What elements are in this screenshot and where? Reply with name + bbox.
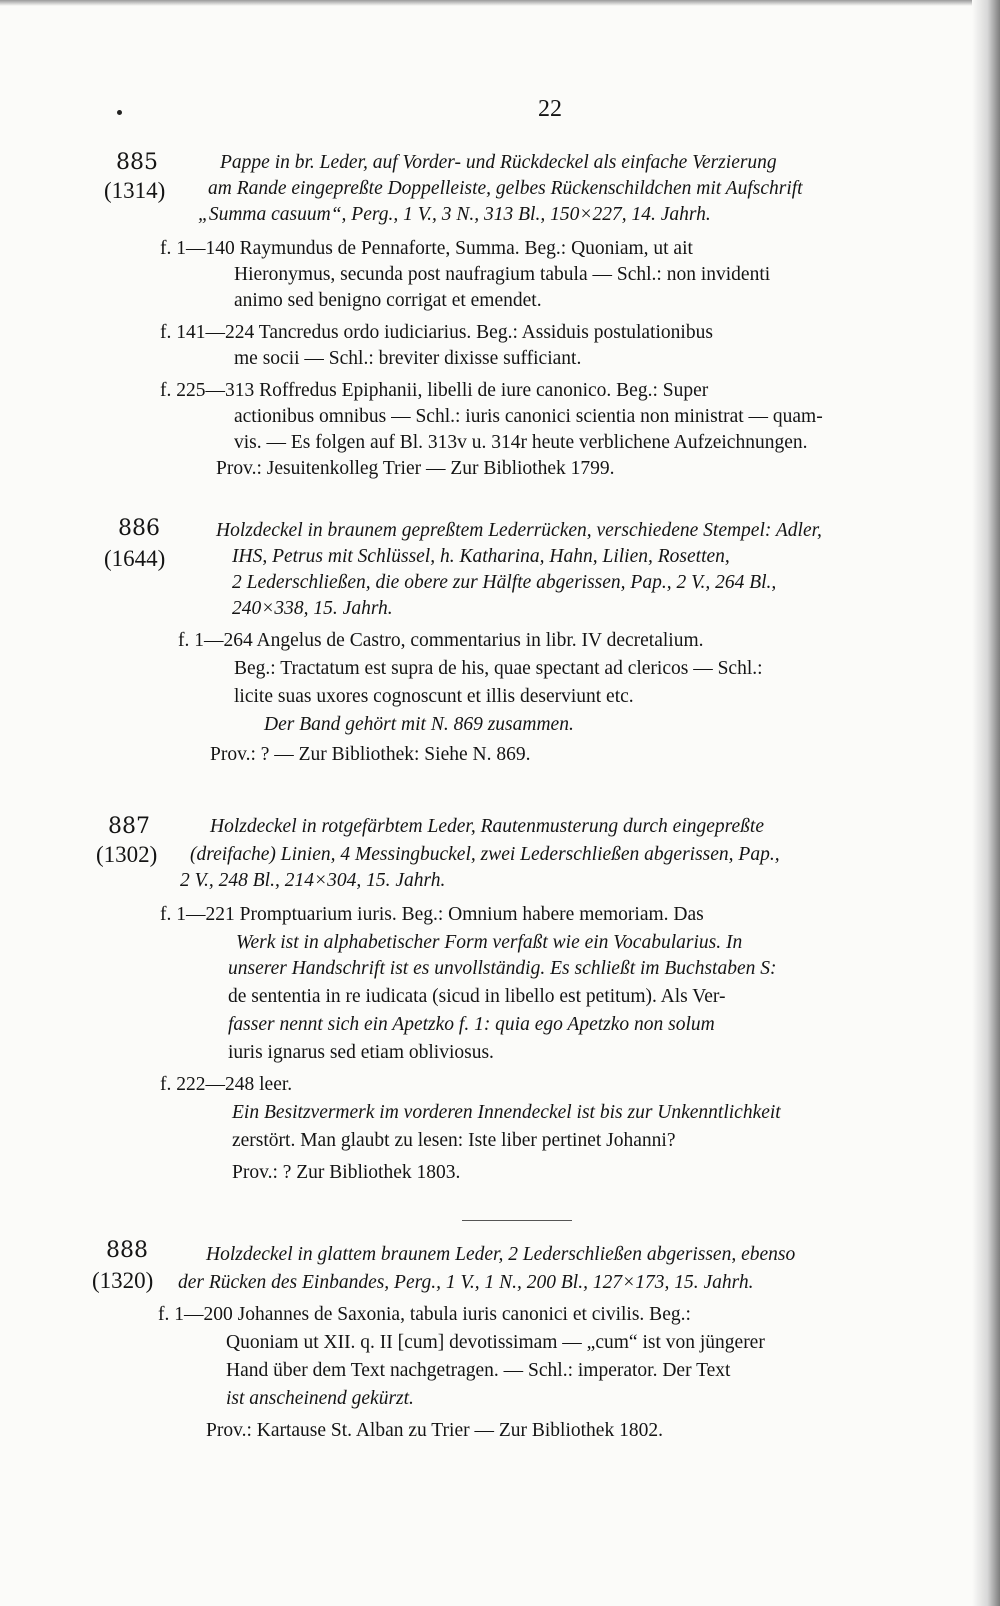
binding-description-line: 240×338, 15. Jahrh.	[232, 598, 393, 619]
entry-old-number: (1644)	[104, 546, 166, 571]
note-line: zerstört. Man glaubt zu lesen: Iste liber pertinet Johanni?	[232, 1130, 676, 1151]
binding-description-line: (dreifache) Linien, 4 Messingbuckel, zwei Lederschließen abgerissen, Pap.,	[190, 844, 780, 865]
scan-shadow-right	[972, 0, 1000, 1606]
binding-description-line: Holzdeckel in glattem braunem Leder, 2 Lederschließen abgerissen, ebenso	[206, 1244, 796, 1265]
content-line: fasser nennt sich ein Apetzko f. 1: quia ego Apetzko non solum	[228, 1014, 715, 1035]
entry-old-number: (1302)	[96, 842, 158, 867]
binding-description-line: IHS, Petrus mit Schlüssel, h. Katharina, Hahn, Lilien, Rosetten,	[232, 546, 730, 567]
entry-number: 885	[116, 150, 158, 175]
content-line: f. 222—248 leer.	[160, 1074, 293, 1095]
content-line: animo sed benigno corrigat et emendet.	[234, 290, 542, 311]
content-line: f. 1—264 Angelus de Castro, commentarius in libr. IV decretalium.	[178, 630, 704, 651]
entry-number: 887	[108, 814, 150, 839]
ink-speck	[117, 110, 122, 115]
provenance-line: Prov.: Kartause St. Alban zu Trier — Zur Bibliothek 1802.	[206, 1420, 663, 1441]
content-line: Hand über dem Text nachgetragen. — Schl.: imperator. Der Text	[226, 1360, 731, 1381]
content-line: f. 225—313 Roffredus Epiphanii, libelli de iure canonico. Beg.: Super	[160, 380, 709, 401]
content-line: Quoniam ut XII. q. II [cum] devotissimam — „cum“ ist von jüngerer	[226, 1332, 765, 1353]
content-line: Hieronymus, secunda post naufragium tabula — Schl.: non invidenti	[234, 264, 771, 285]
provenance-line: Prov.: ? Zur Bibliothek 1803.	[232, 1162, 461, 1183]
binding-description-line: 2 V., 248 Bl., 214×304, 15. Jahrh.	[180, 870, 446, 891]
content-line: licite suas uxores cognoscunt et illis deserviunt etc.	[234, 686, 634, 707]
binding-description-line: „Summa casuum“, Perg., 1 V., 3 N., 313 Bl., 150×227, 14. Jahrh.	[198, 204, 711, 225]
content-line: vis. — Es folgen auf Bl. 313v u. 314r heute verblichene Aufzeichnungen.	[234, 432, 808, 453]
entry-number: 886	[118, 516, 160, 541]
provenance-line: Prov.: Jesuitenkolleg Trier — Zur Bibliothek 1799.	[216, 458, 615, 479]
binding-description-line: 2 Lederschließen, die obere zur Hälfte abgerissen, Pap., 2 V., 264 Bl.,	[232, 572, 777, 593]
content-line: f. 1—140 Raymundus de Pennaforte, Summa. Beg.: Quoniam, ut ait	[160, 238, 693, 259]
content-line: f. 1—221 Promptuarium iuris. Beg.: Omnium habere memoriam. Das	[160, 904, 704, 925]
content-line: de sententia in re iudicata (sicud in libello est petitum). Als Ver-	[228, 986, 726, 1007]
content-line: me socii — Schl.: breviter dixisse sufficiant.	[234, 348, 582, 369]
entry-old-number: (1320)	[92, 1268, 154, 1293]
entry-old-number: (1314)	[104, 178, 166, 203]
binding-description-line: am Rande eingepreßte Doppelleiste, gelbes Rückenschildchen mit Aufschrift	[208, 178, 803, 199]
binding-description-line: Holzdeckel in braunem gepreßtem Lederrücken, verschiedene Stempel: Adler,	[216, 520, 822, 541]
content-line: Beg.: Tractatum est supra de his, quae spectant ad clericos — Schl.:	[234, 658, 763, 679]
content-line: iuris ignarus sed etiam obliviosus.	[228, 1042, 494, 1063]
binding-description-line: Pappe in br. Leder, auf Vorder- und Rückdeckel als einfache Verzierung	[220, 152, 777, 173]
provenance-line: Prov.: ? — Zur Bibliothek: Siehe N. 869.	[210, 744, 531, 765]
section-divider	[462, 1220, 572, 1221]
content-line: unserer Handschrift ist es unvollständig. Es schließt im Buchstaben S:	[228, 958, 777, 979]
content-line: actionibus omnibus — Schl.: iuris canonici scientia non ministrat — quam-	[234, 406, 823, 427]
page-number: 22	[538, 96, 562, 122]
entry-number: 888	[106, 1238, 148, 1263]
note-line: Der Band gehört mit N. 869 zusammen.	[264, 714, 574, 735]
binding-description-line: der Rücken des Einbandes, Perg., 1 V., 1 N., 200 Bl., 127×173, 15. Jahrh.	[178, 1272, 754, 1293]
content-line: Werk ist in alphabetischer Form verfaßt wie ein Vocabularius. In	[236, 932, 743, 953]
content-line: ist anscheinend gekürzt.	[226, 1388, 414, 1409]
binding-description-line: Holzdeckel in rotgefärbtem Leder, Rautenmusterung durch eingepreßte	[210, 816, 765, 837]
content-line: f. 141—224 Tancredus ordo iudiciarius. Beg.: Assiduis postulationibus	[160, 322, 713, 343]
scan-shadow-top	[0, 0, 1000, 6]
note-line: Ein Besitzvermerk im vorderen Innendeckel ist bis zur Unkenntlichkeit	[232, 1102, 781, 1123]
content-line: f. 1—200 Johannes de Saxonia, tabula iuris canonici et civilis. Beg.:	[158, 1304, 691, 1325]
